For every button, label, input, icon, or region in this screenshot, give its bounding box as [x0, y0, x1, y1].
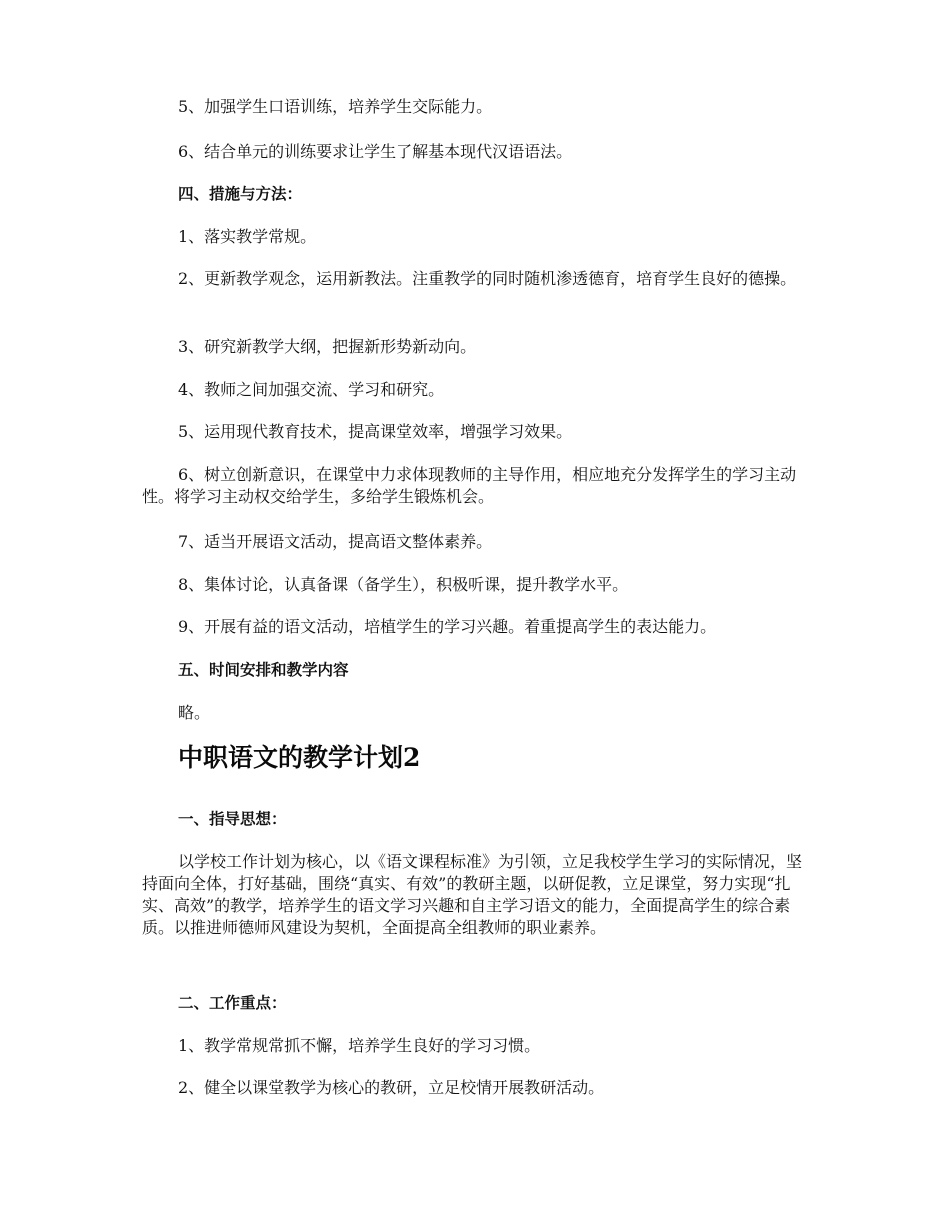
measure-item-1: 1、落实教学常规。 — [178, 227, 317, 246]
document-title: 中职语文的教学计划2 — [178, 743, 421, 772]
section-heading-work-focus: 二、工作重点： — [178, 994, 287, 1012]
measure-item-7: 7、适当开展语文活动，提高语文整体素养。 — [178, 532, 493, 551]
schedule-text: 略。 — [178, 703, 211, 722]
measure-item-6: 6、树立创新意识，在课堂中力求体现教师的主导作用，相应地充分发挥学生的学习主动性。将学习主动权交给学生，多给学生锻炼机会。 — [142, 465, 797, 506]
measure-item-8: 8、集体讨论，认真备课（备学生），积极听课，提升教学水平。 — [178, 575, 629, 594]
measure-item-5: 5、运用现代教育技术，提高课堂效率，增强学习效果。 — [178, 422, 573, 441]
section-heading-guiding-thought: 一、指导思想： — [178, 810, 287, 828]
section-heading-measures: 四、措施与方法： — [178, 185, 303, 203]
section-heading-schedule: 五、时间安排和教学内容 — [178, 661, 349, 679]
measure-item-3: 3、研究新教学大纲，把握新形势新动向。 — [178, 337, 477, 356]
work-focus-item-1: 1、教学常规常抓不懈，培养学生良好的学习习惯。 — [178, 1036, 541, 1055]
measure-item-4: 4、教师之间加强交流、学习和研究。 — [178, 380, 445, 399]
guiding-thought-paragraph: 以学校工作计划为核心，以《语文课程标准》为引领，立足我校学生学习的实际情况，坚持面向全体，打好基础，围绕“真实、有效”的教研主题，以研促教，立足课堂，努力实现“扎实、高效”的教学，培养学生的语文学习兴趣和自主学习语文的能力，全面提高学生的综合素质。以推进师德师风建设为契机，全面提高全组教师的职业素养。 — [142, 852, 803, 937]
measure-item-9: 9、开展有益的语文活动，培植学生的学习兴趣。着重提高学生的表达能力。 — [178, 617, 717, 636]
paragraph-item-5: 5、加强学生口语训练，培养学生交际能力。 — [178, 97, 493, 116]
work-focus-item-2: 2、健全以课堂教学为核心的教研，立足校情开展教研活动。 — [178, 1078, 605, 1097]
measure-item-2: 2、更新教学观念，运用新教法。注重教学的同时随机渗透德育，培育学生良好的德操。 — [178, 269, 797, 288]
paragraph-item-6: 6、结合单元的训练要求让学生了解基本现代汉语语法。 — [178, 142, 573, 161]
